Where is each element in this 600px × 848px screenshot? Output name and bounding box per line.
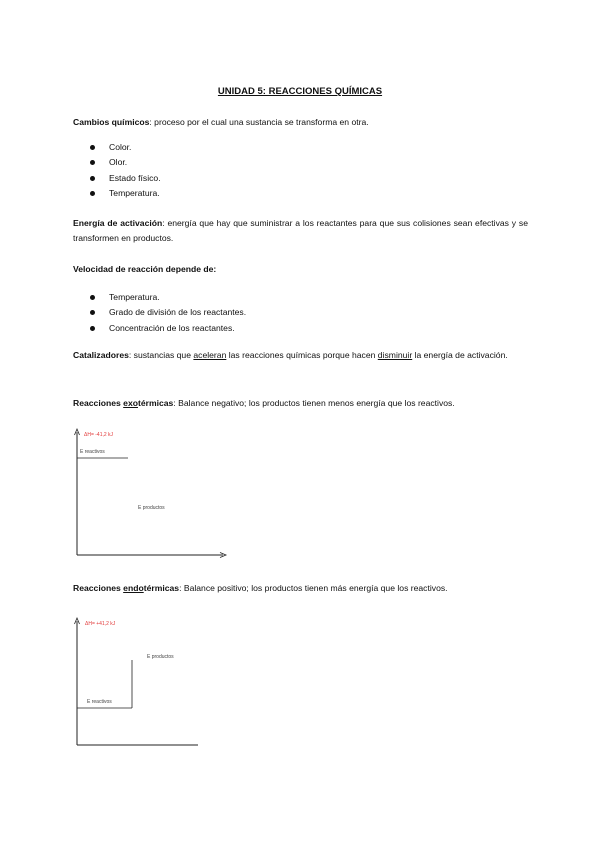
upper-level-label: E productos xyxy=(147,654,174,660)
delta-h-label: ΔH= +41,2 kJ xyxy=(85,621,116,627)
energia-activacion-definition xyxy=(73,216,528,246)
cambios-quimicos-term: Cambios químicos xyxy=(73,117,150,127)
catalizadores-text-2: las reacciones químicas porque hacen xyxy=(226,350,378,360)
cambios-quimicos-list xyxy=(73,140,161,201)
upper-level-label: E reactivos xyxy=(80,449,105,455)
endotermicas-definition xyxy=(73,581,528,596)
catalizadores-underlined-2: disminuir xyxy=(377,350,413,360)
energia-activacion-term: Energía de activación xyxy=(73,218,163,228)
lower-level-label: E productos xyxy=(138,505,165,511)
cambios-quimicos-text: : proceso por el cual una sustancia se transforma en otra. xyxy=(149,117,369,127)
catalizadores-text-3: la energía de activación. xyxy=(412,350,508,360)
lower-level-label: E reactivos xyxy=(87,699,112,705)
velocidad-heading xyxy=(73,262,528,277)
exotermicas-text: : Balance negativo; los productos tienen menos energía que los reactivos. xyxy=(173,398,455,408)
page-title: UNIDAD 5: REACCIONES QUÍMICAS xyxy=(217,86,383,97)
exotermicas-definition xyxy=(73,396,528,411)
list-item: Grado de división de los reactantes. xyxy=(73,305,246,320)
endotermicas-term: Reacciones endotérmicas xyxy=(73,583,180,593)
cambios-quimicos-definition xyxy=(73,115,528,130)
exotermicas-term: Reacciones exotérmicas xyxy=(73,398,174,408)
catalizadores-underlined-1: aceleran xyxy=(193,350,227,360)
list-item: Temperatura. xyxy=(73,186,161,201)
catalizadores-definition xyxy=(73,348,528,363)
catalizadores-text-1: : sustancias que xyxy=(128,350,194,360)
delta-h-label: ΔH= -41,2 kJ xyxy=(84,432,114,438)
exotermica-energy-diagram xyxy=(70,425,230,565)
list-item: Color. xyxy=(73,140,161,155)
energia-activacion-text: : energía que hay que suministrar a los reactantes para que sus colisiones sean efectivas y se transformen en productos. xyxy=(73,218,528,243)
list-item: Olor. xyxy=(73,155,161,170)
endotermicas-text: : Balance positivo; los productos tienen más energía que los reactivos. xyxy=(179,583,448,593)
velocidad-heading-text: Velocidad de reacción depende de: xyxy=(73,264,217,274)
list-item: Estado físico. xyxy=(73,171,161,186)
velocidad-list xyxy=(73,290,246,336)
endotermica-energy-diagram xyxy=(70,612,230,752)
catalizadores-term: Catalizadores xyxy=(73,350,129,360)
list-item: Temperatura. xyxy=(73,290,246,305)
list-item: Concentración de los reactantes. xyxy=(73,321,246,336)
